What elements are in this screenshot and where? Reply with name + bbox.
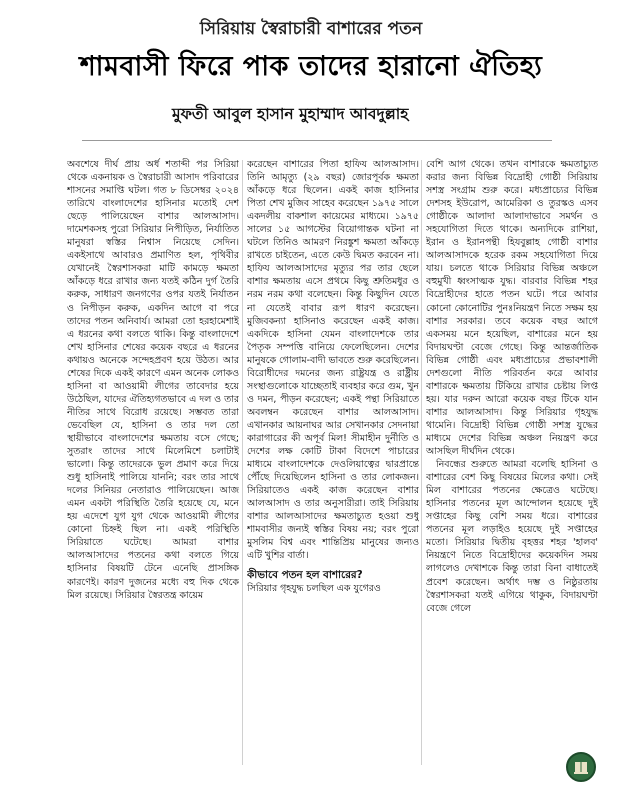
column-3-paragraph-2: নিবন্ধের শুরুতে আমরা বলেছি হাসিনা ও বাশারের বেশ কিছু বিষয়ের মিলের কথা। সেই মিল বাশারের পতনের ক্ষেত্রেও ঘটেছে। হাসিনার পতনের মূল আন্দোলন হয়েছে দুই সপ্তাহের কিছু বেশি সময় ধরে। বাশারের পতনের মূল লড়াইও হয়েছে দুই সপ্তাহের মতো। সিরিয়ার দ্বিতীয় বৃহত্তর শহর 'হালব' নিয়ন্ত্রণে নিতে বিদ্রোহীদের কয়েকদিন সময় লাগলেও দেখাশকে কিন্তু তারা বিনা বাধাতেই প্রবেশ করেছেন। অর্থাৎ দম্ভ ও নিষ্ঠুরতায় স্বৈরশাসকরা যতই এগিয়ে থাকুক, বিদায়ঘণ্টা বেজে গেলে [426, 459, 598, 614]
article-headline: শামবাসী ফিরে পাক তাদের হারানো ঐতিহ্য [79, 51, 543, 82]
column-1-text: অবশেষে দীর্ঘ প্রায় অর্ধ শতাব্দী পর সিরিয়া থেকে একনায়ক ও স্বৈরাচারী আসাদ পরিবারের শাসনের সমাপ্তি ঘটল। গত ৮ ডিসেম্বর ২০২৪ তারিখে বাংলাদেশের হাসিনার মতোই দেশ ছেড়ে পালিয়েছেন বাশার আলআসাদ। দামেশকসহ পুরো সিরিয়ার নিপীড়িত, নির্যাতিত মানুষরা স্বস্তির নিশ্বাস নিয়েছে সেদিন। একইসাথে আবারও প্রমাণিত হল, পৃথিবীর যেখানেই স্বৈরশাসকরা মাটি কামড়ে ক্ষমতা আঁকড়ে ধরে রাখার জন্য যতই কঠিন দুর্গ তৈরি করুক, সাধারণ জনগণের ওপর যতই নির্যাতন ও নিপীড়ন করুক, একদিন আগে বা পরে তাদের পতন অনিবার্য। আমরা তো হরহামেশাই এ ধরনের কথা বলতে থাকি। কিন্তু বাংলাদেশে শেখ হাসিনার শেষের কয়েক বছরে এ ধরনের কথায়ও অনেকে সন্দেহপ্রবণ হয়ে উঠত। আর শেষের দিকে একই কারণে এমন অনেক লোকও হাসিনা বা আওয়ামী লীগের তাবেদার হয়ে উঠেছিল, যাদের ঐতিহ্যগতভাবে এ দল ও তার নীতির সাথে বিরোধ রয়েছে। সম্ভবত তারা ভেবেছিল যে, হাসিনা ও তার দল তো স্থায়ীভাবে বাংলাদেশের ক্ষমতায় বসে গেছে; সুতরাং তাদের সাথে মিলেমিশে চলাটাই ভালো। কিন্তু তাদেরকে ভুল প্রমাণ করে দিয়ে শুধু হাসিনাই পালিয়ে যাননি; বরং তার সাথে দলের সিনিয়র নেতারাও পালিয়েছেন। আজ এমন একটা পরিস্থিতি তৈরি হয়েছে যে, মনে হয় এদেশে যুগ যুগ থেকে আওয়ামী লীগের কোনো চিহ্নই ছিল না। একই পরিস্থিতি সিরিয়াতে ঘটেছে। আমরা বাশার আলআসাদের পতনের কথা বলতে গিয়ে হাসিনার বিষয়টি টেনে এনেছি প্রাসঙ্গিক কারণেই। কারণ দুজনের মধ্যে বহু দিক থেকে মিল রয়েছে। সিরিয়ার স্বৈরতন্ত্র কায়েম [67, 159, 239, 601]
article-column-2 [247, 158, 419, 773]
article-kicker: সিরিয়ায় স্বৈরাচারী বাশারের পতন [199, 19, 423, 39]
article-column-1 [67, 158, 239, 773]
column-2-text: করেছেন বাশারের পিতা হাফিয আলআসাদ। তিনি আমৃত্যু (২৯ বছর) জোরপূর্বক ক্ষমতা আঁকড়ে ধরে ছিলেন। একই কাজ হাসিনার পিতা শেখ মুজিব সাহেব করেছেন ১৯৭৫ সালে একদলীয় বাকশাল কায়েমের মাধ্যমে। ১৯৭৫ সালের ১৫ আগস্টের বিয়োগান্তক ঘটনা না ঘটলে তিনিও আমরণ নিরঙ্কুশ ক্ষমতা আঁকড়ে রাখতে চাইতেন, এতে কেউ দ্বিমত করবেন না। হাফিয আলআসাদের মৃত্যুর পর তার ছেলে বাশার ক্ষমতায় এসে প্রথমে কিছু শ্রুতিমধুর ও নরম নরম কথা বলেছেন। কিন্তু কিছুদিন যেতে না যেতেই বাবার রূপ ধারণ করেছেন। মুজিবকন্যা হাসিনাও করেছেন একই কাজ। একদিকে হাসিনা যেমন বাংলাদেশকে তার পৈতৃক সম্পত্তি বানিয়ে ফেলেছিলেন। দেশের মানুষকে গোলাম-বাদী ভাবতে শুরু করেছিলেন। বিরোধীদের দমনের জন্য রাষ্ট্রযন্ত্র ও রাষ্ট্রীয় সংস্থাগুলোকে যাচ্ছেতাই ব্যবহার করে গুম, খুন ও দমন, পীড়ন করেছেন; একই পন্থা সিরিয়াতে অবলম্বন করেছেন বাশার আলআসাদ। এখানকার আয়নাঘর আর সেখানকার সেদনায়া কারাগারের কী অপূর্ব মিল! সীমাহীন দুর্নীতি ও দেশের লক্ষ কোটি টাকা বিদেশে পাচারের মাধ্যমে বাংলাদেশকে দেওলিয়াত্বের দ্বারপ্রান্তে পৌঁছে দিয়েছিলেন হাসিনা ও তার লোকজন। সিরিয়াতেও একই কাজ করেছেন বাশার আলআসাদ ও তার অনুসারীরা। তাই সিরিয়ায় বাশার আলআসাদের ক্ষমতাচ্যুত হওয়া শুধু শামবাসীর জন্যই স্বস্তির বিষয় নয়; বরং পুরো মুসলিম বিশ্ব এবং শান্তিপ্রিয় মানুষের জন্যও এটি খুশির বার্তা। [247, 159, 419, 562]
column-divider-2 [421, 160, 422, 765]
column-2-tail-text: সিরিয়ার গৃহযুদ্ধ চলছিল এক যুগেরও [247, 583, 381, 595]
column-divider-1 [242, 160, 243, 765]
article-byline: মুফতী আবুল হাসান মুহাম্মাদ আবদুল্লাহ [172, 105, 409, 123]
article-column-3 [426, 158, 598, 773]
column-3-text: বেশি আগ থেকে। তখন বাশারকে ক্ষমতাচ্যুত করার জন্য বিভিন্ন বিদ্রোহী গোষ্ঠী সিরিয়ায় সশস্ত্র সংগ্রাম শুরু করে। মধ্যপ্রাচ্যের বিভিন্ন দেশসহ ইউরোপ, আমেরিকা ও তুরস্কও এসব গোষ্ঠীকে আলাদা আলাদাভাবে সমর্থন ও সহযোগিতা দিতে থাকে। অন্যদিকে রাশিয়া, ইরান ও ইরানপন্থী হিযবুল্লাহ গোষ্ঠী বাশার আলআসাদকে হরেক রকম সহযোগিতা দিয়ে যায়। চলতে থাকে সিরিয়ার বিভিন্ন অঞ্চলে বহুমুখী ধ্বংসাত্মক যুদ্ধ। বারবার বিভিন্ন শহর বিদ্রোহীদের হাতে পতন ঘটে। পরে আবার কোনো কোনোটির পুনঃনিয়ন্ত্রণ নিতে সক্ষম হয় বাশার সরকার। তবে কয়েক বছর আগে একসময় মনে হয়েছিল, বাশারের মনে হয় বিদায়ঘণ্টা বেজে গেছে। কিন্তু আন্তর্জাতিক বিভিন্ন গোষ্ঠী এবং মধ্যপ্রাচ্যের প্রভাবশালী দেশগুলো নীতি পরিবর্তন করে আবার বাশারকে ক্ষমতায় টিকিয়ে রাখার চেষ্টায় লিপ্ত হয়। যার দরুন আরো কয়েক বছর টিকে যান বাশার আলআসাদ। কিন্তু সিরিয়ার গৃহযুদ্ধ থামেনি। বিদ্রোহী বিভিন্ন গোষ্ঠী সশস্ত্র যুদ্ধের মাধ্যমে দেশের বিভিন্ন অঞ্চল নিয়ন্ত্রণ করে আসছিল দীর্ঘদিন থেকে। [426, 159, 598, 458]
book-emblem-icon [566, 752, 596, 782]
byline-divider [82, 140, 552, 141]
section-subheading: কীভাবে পতন হল বাশারের? [247, 569, 363, 582]
